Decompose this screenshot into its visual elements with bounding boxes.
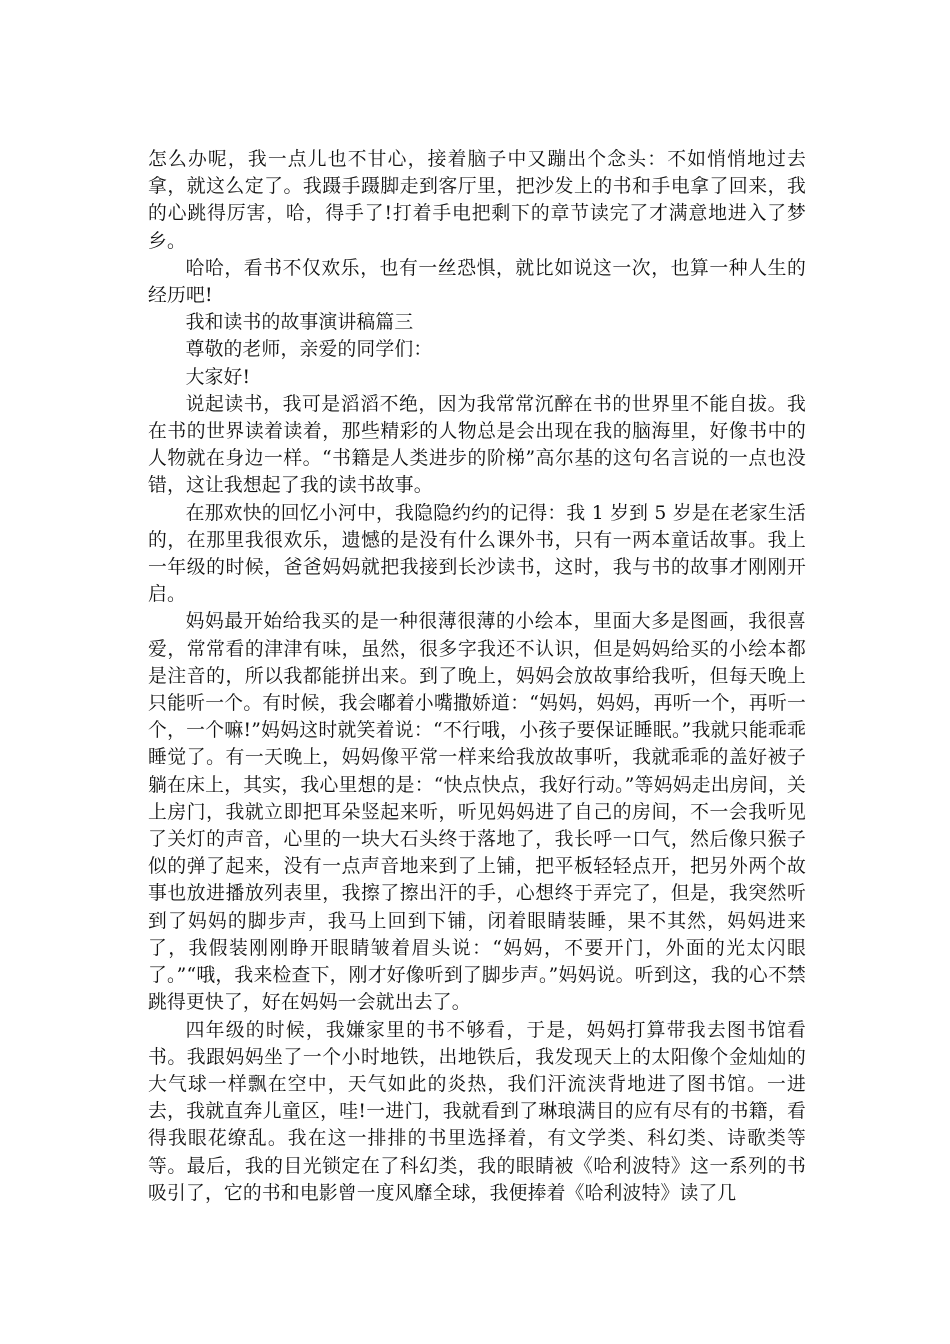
greeting: 大家好! bbox=[185, 366, 251, 388]
paragraph: 哈哈，看书不仅欢乐，也有一丝恐惧，就比如说这一次，也算一种人生的经历吧! bbox=[148, 257, 806, 307]
paragraph: 在那欢快的回忆小河中，我隐隐约约的记得：我 1 岁到 5 岁是在老家生活的，在那里我很欢乐，遗憾的是没有什么课外书，只有一两本童话故事。我上一年级的时候，爸爸妈妈就把我接到长沙读书，这时，我与书的故事才刚刚开启。 bbox=[148, 502, 806, 606]
salutation: 尊敬的老师，亲爱的同学们： bbox=[185, 339, 433, 361]
document-page bbox=[148, 146, 806, 1207]
paragraph-continuation: 怎么办呢，我一点儿也不甘心，接着脑子中又蹦出个念头：不如悄悄地过去拿，就这么定了。我蹑手蹑脚走到客厅里，把沙发上的书和手电拿了回来，我的心跳得厉害，哈，得手了!打着手电把剩下的章节读完了才满意地进入了梦乡。 bbox=[148, 149, 806, 252]
section-heading: 我和读书的故事演讲稿篇三 bbox=[185, 312, 414, 334]
paragraph: 说起读书，我可是滔滔不绝，因为我常常沉醉在书的世界里不能自拔。我在书的世界读着读着，那些精彩的人物总是会出现在我的脑海里，好像书中的人物就在身边一样。“书籍是人类进步的阶梯”高尔基的这句名言说的一点也没错，这让我想起了我的读书故事。 bbox=[148, 393, 806, 497]
paragraph: 四年级的时候，我嫌家里的书不够看，于是，妈妈打算带我去图书馆看书。我跟妈妈坐了一个小时地铁，出地铁后，我发现天上的太阳像个金灿灿的大气球一样飘在空中，天气如此的炎热，我们汗流浃背地进了图书馆。一进去，我就直奔儿童区，哇!一进门，我就看到了琳琅满目的应有尽有的书籍，看得我眼花缭乱。我在这一排排的书里选择着，有文学类、科幻类、诗歌类等等。最后，我的目光锁定在了科幻类，我的眼睛被《哈利波特》这一系列的书吸引了，它的书和电影曾一度风靡全球，我便捧着《哈利波特》读了几 bbox=[148, 1019, 806, 1204]
paragraph: 妈妈最开始给我买的是一种很薄很薄的小绘本，里面大多是图画，我很喜爱，常常看的津津有味，虽然，很多字我还不认识，但是妈妈给买的小绘本都是注音的，所以我都能拼出来。到了晚上，妈妈会放故事给我听，但每天晚上只能听一个。有时候，我会嘟着小嘴撒娇道：“妈妈，妈妈，再听一个，再听一个，一个嘛!”妈妈这时就笑着说：“不行哦，小孩子要保证睡眠。”我就只能乖乖睡觉了。有一天晚上，妈妈像平常一样来给我放故事听，我就乖乖的盖好被子躺在床上，其实，我心里想的是：“快点快点，我好行动。”等妈妈走出房间，关上房门，我就立即把耳朵竖起来听，听见妈妈进了自己的房间，不一会我听见了关灯的声音，心里的一块大石头终于落地了，我长呼一口气，然后像只猴子似的弹了起来，没有一点声音地来到了上铺，把平板轻轻点开，把另外两个故事也放进播放列表里，我擦了擦出汗的手，心想终于弄完了，但是，我突然听到了妈妈的脚步声，我马上回到下铺，闭着眼睛装睡，果不其然，妈妈进来了，我假装刚刚睁开眼睛皱着眉头说：“妈妈，不要开门，外面的光太闪眼了。”“哦，我来检查下，刚才好像听到了脚步声。”妈妈说。听到这，我的心不禁跳得更快了，好在妈妈一会就出去了。 bbox=[148, 611, 806, 1014]
